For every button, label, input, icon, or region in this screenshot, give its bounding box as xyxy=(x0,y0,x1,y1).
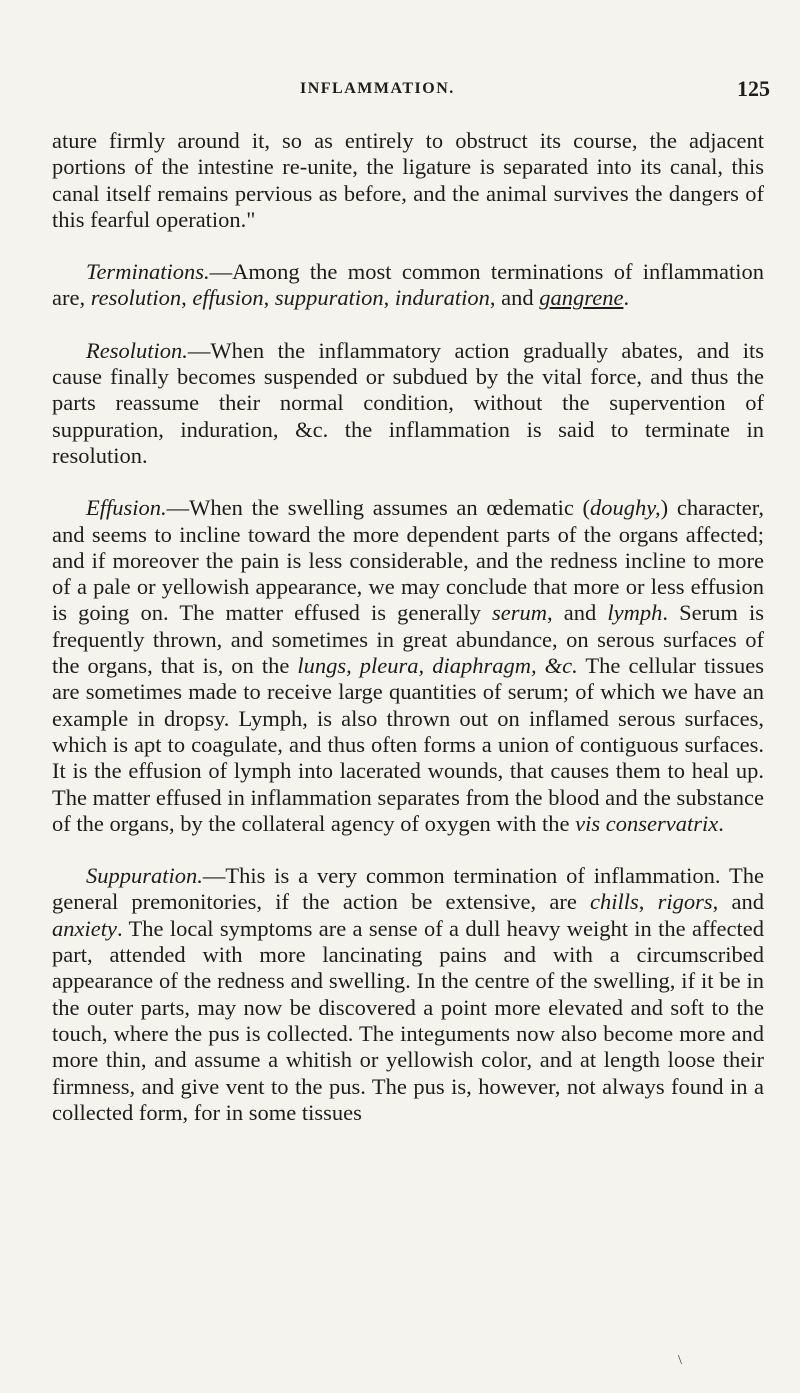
term-suppuration: suppuration xyxy=(274,285,384,311)
effusion-text: , and xyxy=(546,600,608,626)
effusion-text: The cellular tissues are sometimes made to receive large quantities of serum; of which we have an example in dropsy. Lymph, is also thrown out on inflamed serous surfaces, which is apt to coagulate, and thus often forms a union of contiguous surfaces. It is the effusion of lymph into lacerated wounds, that causes them to heal up. The matter effused in inflammation separates from the blood and the substance of the organs, by the collateral agency of oxygen with the xyxy=(52,653,764,836)
heading-terminations: Terminations. xyxy=(86,259,210,285)
term-effusion: effusion xyxy=(192,285,264,311)
effusion-text: —When the swelling assumes an œdematic ( xyxy=(166,495,591,521)
heading-resolution: Resolution. xyxy=(86,337,188,363)
suppuration-text: . The local symptoms are a sense of a dull heavy weight in the affected part, attended with more lancinating pains and with a circumscribed appearance of the redness and swelling. In the centre of the swelling, if it be in the outer parts, may now be discovered a point more elevated and soft to the touch, where the pus is collected. The integuments now also become more and more thin, and assume a whitish or yellowish color, and at length loose their firmness, and give vent to the pus. The pus is, however, not always found in a collected form, for in some tissues xyxy=(52,915,764,1125)
resolution-text: —When the inflammatory action gradually abates, and its cause finally becomes suspended or subdued by the vital force, and thus the parts reassume their normal condition, without the supervention of suppuration, induration, &c. the inflammation is said to terminate in resolution. xyxy=(52,337,764,468)
term-organs: lungs, pleura, diaphragm, &c. xyxy=(297,653,578,679)
terminations-text: —Among the most common terminations of inflammation are, xyxy=(52,259,764,311)
paragraph-continuation: ature firmly around it, so as entirely to obstruct its course, the adjacent portions of the intestine re-unite, the ligature is separated into its canal, this canal itself remains pervious as before, and the animal survives the dangers of this fearful operation." xyxy=(52,128,764,232)
paragraph-suppuration xyxy=(52,863,764,1126)
suppuration-text: —This is a very common termination of inflammation. The general premonitories, if the action be extensive, are xyxy=(52,863,764,915)
body-text xyxy=(52,128,764,1152)
period: . xyxy=(623,285,630,311)
paragraph-effusion xyxy=(52,495,764,837)
running-head: INFLAMMATION. xyxy=(300,80,455,97)
separator: , and xyxy=(712,889,764,915)
term-serum: serum xyxy=(491,600,547,626)
separator: , and xyxy=(489,285,540,311)
footer-mark: \ xyxy=(678,1353,682,1368)
paragraph-terminations xyxy=(52,259,764,312)
term-lymph: lymph xyxy=(607,600,663,626)
heading-suppuration: Suppuration. xyxy=(86,863,203,889)
term-chills: chills xyxy=(590,889,639,915)
term-doughy: doughy, xyxy=(590,495,661,521)
page-number: 125 xyxy=(737,76,770,101)
term-anxiety: anxiety xyxy=(52,915,117,941)
separator: , xyxy=(181,285,193,311)
heading-effusion: Effusion. xyxy=(86,495,167,521)
separator: , xyxy=(263,285,275,311)
effusion-text: . Serum is frequently thrown, and sometimes in great abundance, on serous surfaces of the organs, that is, on the xyxy=(52,600,764,679)
paragraph-resolution xyxy=(52,338,764,469)
separator: , xyxy=(638,889,658,915)
term-rigors: rigors xyxy=(657,889,713,915)
effusion-text: ) character, and seems to incline toward the more dependent parts of the organs affected; and if moreover the pain is less considerable, and the redness incline to more of a pale or yellowish appearance, we may conclude that more or less effusion is going on. The matter effused is generally xyxy=(52,495,765,626)
term-vis-conservatrix: vis conservatrix xyxy=(575,810,719,836)
page-header xyxy=(0,76,800,106)
term-induration: induration xyxy=(394,285,490,311)
period: . xyxy=(718,810,724,836)
term-gangrene: gangrene xyxy=(539,285,624,311)
term-resolution: resolution xyxy=(90,285,182,311)
separator: , xyxy=(383,285,395,311)
